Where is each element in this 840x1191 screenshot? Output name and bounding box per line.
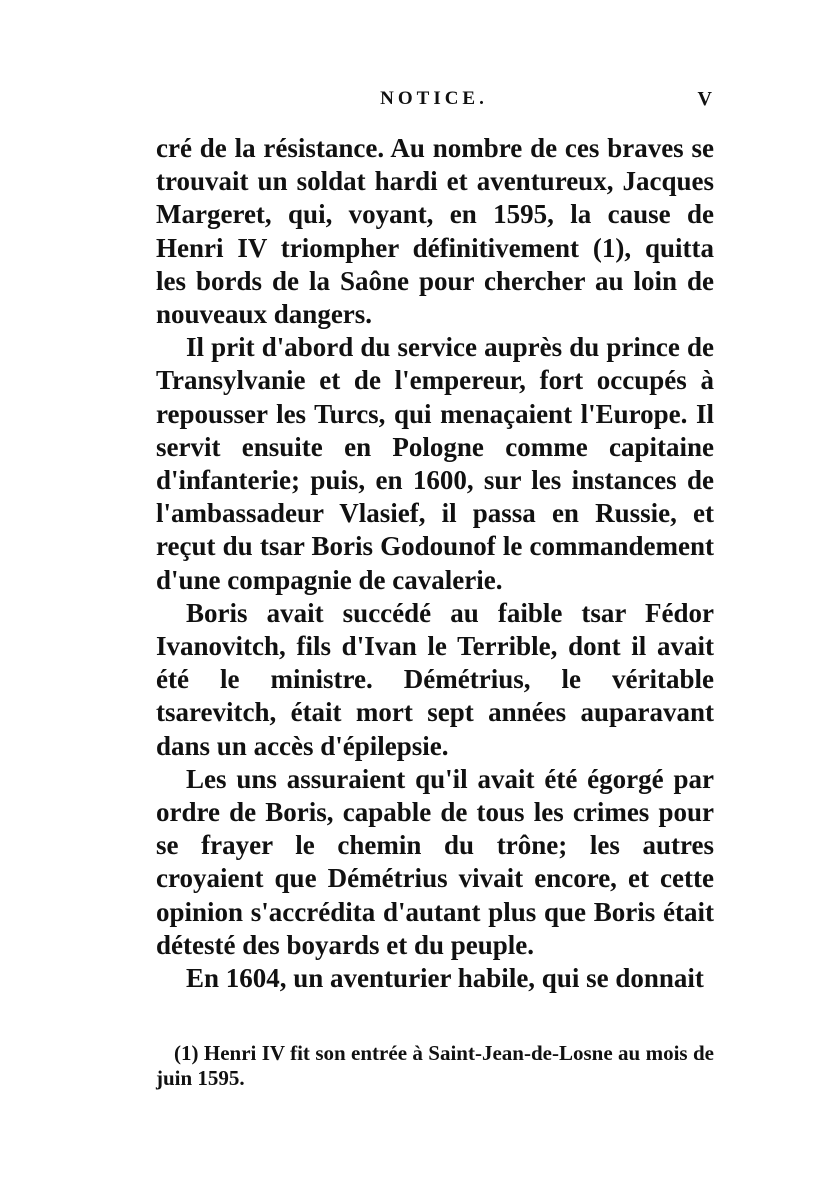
paragraph-4: Les uns assuraient qu'il avait été égorgé par ordre de Boris, capable de tous les crimes pour se frayer le chemin du trône; les autres croyaient que Démétrius vivait encore, et cette opinion s'accrédita d'autant plus que Boris était détesté des boyards et du peuple. <box>156 763 714 960</box>
footnote <box>156 1041 714 1091</box>
paragraph-5: En 1604, un aventurier habile, qui se donnait <box>186 963 704 994</box>
running-head <box>156 88 712 118</box>
running-title: NOTICE. <box>380 88 488 109</box>
paragraph-1: cré de la résistance. Au nombre de ces braves se trouvait un soldat hardi et aventureux, Jacques Margeret, qui, voyant, en 1595, la cause de Henri IV triompher définitivement (1), quitta les bords de la Saône pour chercher au loin de nouveaux dangers. <box>156 133 714 330</box>
body-text <box>156 132 714 995</box>
footnote-text: (1) Henri IV fit son entrée à Saint-Jean-de-Losne au mois de juin 1595. <box>156 1041 714 1090</box>
page-number: V <box>697 88 712 110</box>
paragraph-2: Il prit d'abord du service auprès du prince de Transylvanie et de l'empereur, fort occupés à repousser les Turcs, qui menaçaient l'Europe. Il servit ensuite en Pologne comme capitaine d'infanterie; puis, en 1600, sur les instances de l'ambassadeur Vlasief, il passa en Russie, et reçut du tsar Boris Godounof le commandement d'une compagnie de cavalerie. <box>156 332 714 595</box>
paragraph-3: Boris avait succédé au faible tsar Fédor Ivanovitch, fils d'Ivan le Terrible, dont il avait été le ministre. Démétrius, le véritable tsarevitch, était mort sept années auparavant dans un accès d'épilepsie. <box>156 597 714 761</box>
